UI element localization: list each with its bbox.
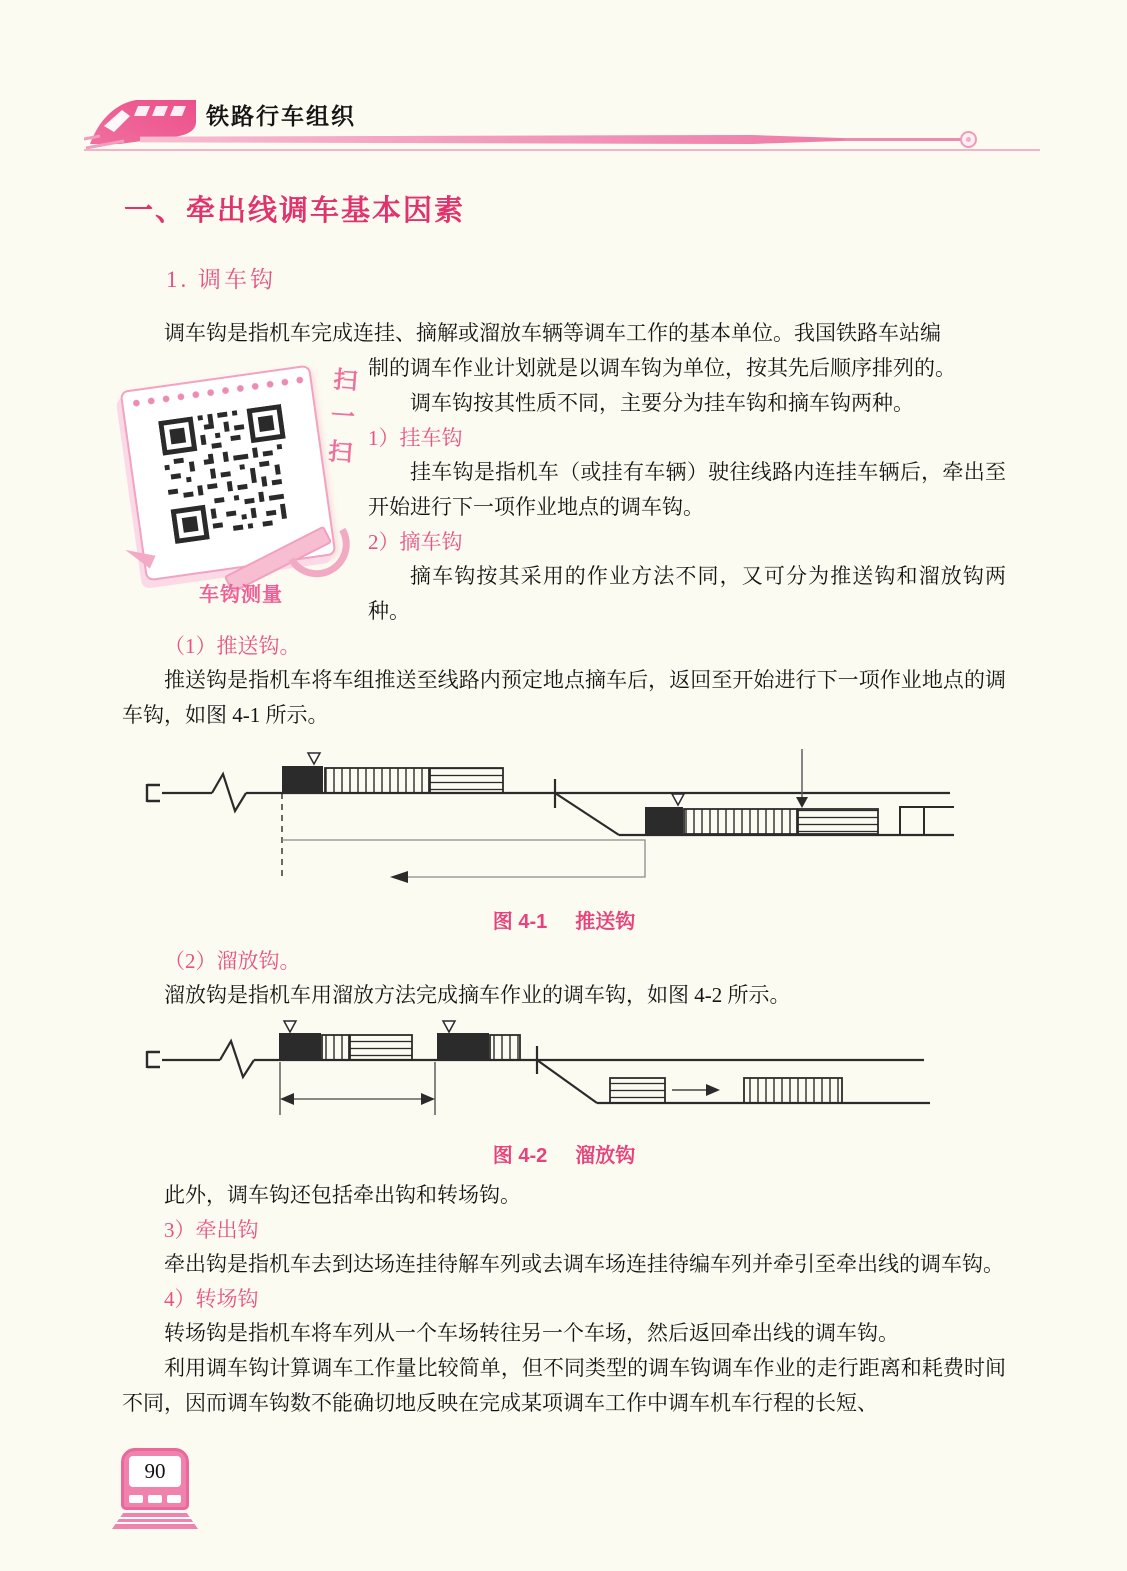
paragraph-qianchu: 牵出钩是指机车去到达场连挂待解车列或去调车场连挂待编车列并牵引至牵出线的调车钩。	[164, 1252, 1004, 1276]
subheading-tuisong: （1）推送钩。	[164, 634, 301, 658]
roll-direction-arrow	[672, 1084, 720, 1096]
train-windows-icon	[129, 1495, 181, 1503]
marker-triangle	[284, 1021, 296, 1032]
figure-title: 溜放钩	[575, 1145, 636, 1167]
measurement-span	[280, 1062, 435, 1115]
cut-point-arrow	[796, 749, 808, 808]
train-logo-icon	[84, 92, 202, 152]
page-header	[84, 92, 1064, 164]
paragraph-types: 调车钩按其性质不同，主要分为挂车钩和摘车钩两种。	[410, 391, 914, 415]
marker-triangle	[308, 753, 320, 764]
figure-label: 图 4-2	[492, 1145, 548, 1167]
paragraph-zhaiche: 摘车钩按其采用的作业方法不同，又可分为推送钩和溜放钩两种。	[368, 564, 1006, 623]
subheading-guache: 1）挂车钩	[368, 426, 463, 450]
paragraph-tuisong: 推送钩是指机车将车组推送至线路内预定地点摘车后，返回至开始进行下一项作业地点的调车钩，如图 4-1 所示。	[122, 668, 1006, 727]
scan-label: 扫一扫	[322, 366, 358, 476]
subheading-zhaiche: 2）摘车钩	[368, 530, 463, 554]
locomotive-box	[282, 766, 323, 793]
paragraph-guache: 挂车钩是指机车（或挂有车辆）驶往线路内连挂车辆后，牵出至开始进行下一项作业地点的调车钩。	[368, 460, 1006, 519]
train-base-icon	[112, 1513, 198, 1529]
qr-notebook-figure	[122, 357, 360, 607]
wagon-vertical-hatch	[744, 1078, 842, 1103]
figure-label: 图 4-1	[492, 911, 548, 933]
figure-4-2-caption	[122, 1142, 1006, 1170]
page-number: 90	[129, 1456, 181, 1487]
qr-and-text-row	[122, 351, 1006, 629]
wagon-horizontal-hatch	[430, 768, 503, 793]
wagon-vertical-hatch	[322, 1035, 349, 1060]
header-band	[140, 135, 852, 144]
subheading-qianchu: 3）牵出钩	[164, 1218, 259, 1242]
buffer-stop	[147, 784, 160, 802]
wagon-vertical-hatch	[684, 809, 797, 834]
marker-triangle	[443, 1021, 455, 1032]
wagon-horizontal-hatch	[350, 1035, 412, 1060]
subheading-liufang: （2）溜放钩。	[164, 949, 301, 973]
figure-4-2	[122, 1017, 1006, 1170]
paragraph-liufang: 溜放钩是指机车用溜放方法完成摘车作业的调车钩，如图 4-2 所示。	[164, 983, 791, 1007]
page-footer	[112, 1448, 198, 1529]
figure-4-1-caption	[122, 908, 1006, 936]
figure-4-1-diagram	[122, 737, 1006, 903]
header-rule-line	[84, 149, 1040, 151]
locomotive-box	[645, 807, 683, 834]
figure-title: 推送钩	[575, 911, 636, 933]
marker-triangle	[672, 794, 684, 805]
wagon-horizontal-hatch	[610, 1078, 665, 1103]
paragraph-workload: 利用调车钩计算调车工作量比较简单，但不同类型的调车钩调车作业的走行距离和耗费时间不同，因而调车钩数不能确切地反映在完成某项调车工作中调车机车行程的长短、	[122, 1356, 1006, 1415]
wagon-vertical-hatch	[325, 768, 429, 793]
subheading-zhuanchang: 4）转场钩	[164, 1287, 259, 1311]
wagon-vertical-hatch	[490, 1035, 520, 1060]
locomotive-box	[279, 1033, 321, 1060]
partial-wagon-outline	[900, 807, 954, 834]
section-heading: 1. 调车钩	[166, 267, 276, 292]
paragraph-intro-rest: 制的调车作业计划就是以调车钩为单位，按其先后顺序排列的。	[368, 356, 956, 380]
wagon-horizontal-hatch	[798, 809, 878, 834]
header-band-thin	[846, 138, 962, 141]
header-wheel-icon	[960, 131, 977, 148]
figure-4-1	[122, 737, 1006, 936]
page-content	[122, 188, 1006, 1421]
return-route-arrow	[282, 840, 645, 883]
paragraph-intro-line1: 调车钩是指机车完成连挂、摘解或溜放车辆等调车工作的基本单位。我国铁路车站编	[164, 321, 941, 345]
book-title: 铁路行车组织	[206, 103, 356, 129]
page-number-train-icon	[121, 1448, 189, 1510]
locomotive-box	[437, 1033, 489, 1060]
buffer-stop	[147, 1051, 160, 1068]
paragraph-others: 此外，调车钩还包括牵出钩和转场钩。	[164, 1183, 521, 1207]
main-heading: 一、牵出线调车基本因素	[124, 195, 466, 227]
figure-4-2-diagram	[122, 1017, 1006, 1137]
qr-code-icon	[158, 404, 298, 544]
qr-caption: 车钩测量	[199, 584, 283, 606]
paragraph-zhuanchang: 转场钩是指机车将车列从一个车场转往另一个车场，然后返回牵出线的调车钩。	[164, 1321, 899, 1345]
